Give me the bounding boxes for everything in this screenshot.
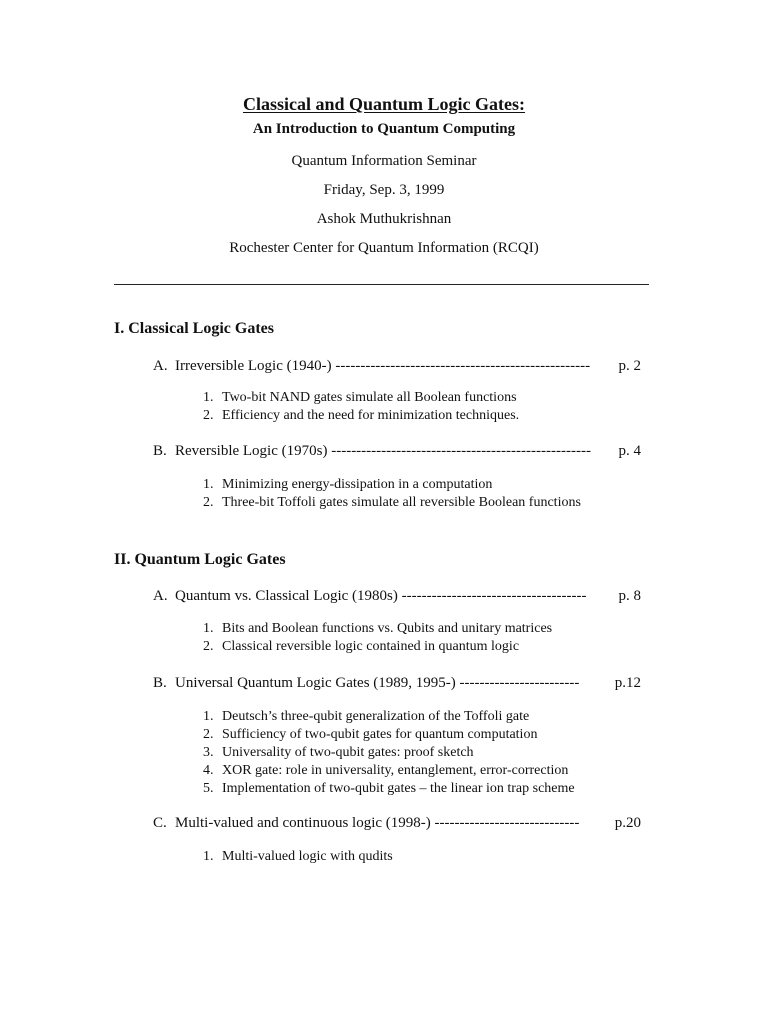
toc-entry-text: Irreversible Logic (1940-) --------------------------------------------------- bbox=[175, 358, 591, 374]
list-item-text: Sufficiency of two-qubit gates for quantum computation bbox=[222, 727, 538, 742]
section-heading-quantum: II. Quantum Logic Gates bbox=[114, 551, 286, 568]
list-item-text: Minimizing energy-dissipation in a computation bbox=[222, 477, 493, 492]
section-heading-classical: I. Classical Logic Gates bbox=[114, 320, 274, 337]
toc-entry-text: Reversible Logic (1970s) ---------------------------------------------------- bbox=[175, 443, 591, 459]
toc-entry-page: p.20 bbox=[614, 815, 641, 831]
list-item-text: Efficiency and the need for minimization techniques. bbox=[222, 408, 520, 423]
list-item-text: Implementation of two-qubit gates – the linear ion trap scheme bbox=[222, 781, 575, 796]
list-item-number: 2. bbox=[203, 727, 214, 742]
toc-entry-page: p. 2 bbox=[618, 358, 641, 374]
list-item-number: 4. bbox=[203, 763, 214, 778]
affiliation: Rochester Center for Quantum Information (RCQI) bbox=[229, 240, 539, 256]
toc-entry-text: Universal Quantum Logic Gates (1989, 1995-) ------------------------ bbox=[175, 675, 580, 691]
list-item-number: 1. bbox=[203, 621, 214, 636]
toc-entry-letter: C. bbox=[153, 815, 167, 831]
seminar-name: Quantum Information Seminar bbox=[291, 153, 477, 169]
toc-entry-page: p. 8 bbox=[618, 588, 641, 604]
list-item-number: 2. bbox=[203, 495, 214, 510]
toc-entry-page: p. 4 bbox=[618, 443, 641, 459]
list-item-number: 3. bbox=[203, 745, 214, 760]
list-item-number: 1. bbox=[203, 849, 214, 864]
document-title: Classical and Quantum Logic Gates: bbox=[242, 94, 526, 114]
list-item-text: Multi-valued logic with qudits bbox=[222, 849, 393, 864]
list-item-number: 1. bbox=[203, 477, 214, 492]
list-item-number: 1. bbox=[203, 709, 214, 724]
toc-entry-letter: A. bbox=[153, 588, 168, 604]
toc-entry-letter: A. bbox=[153, 358, 168, 374]
toc-entry-page: p.12 bbox=[614, 675, 641, 691]
list-item-number: 1. bbox=[203, 390, 214, 405]
toc-entry-text: Quantum vs. Classical Logic (1980s) ------------------------------------- bbox=[175, 588, 587, 604]
list-item-text: Bits and Boolean functions vs. Qubits and unitary matrices bbox=[222, 621, 553, 636]
list-item-text: Two-bit NAND gates simulate all Boolean functions bbox=[222, 390, 517, 405]
horizontal-divider bbox=[114, 284, 649, 285]
toc-entry-text: Multi-valued and continuous logic (1998-) ----------------------------- bbox=[175, 815, 580, 831]
list-item-number: 2. bbox=[203, 408, 214, 423]
toc-entry-letter: B. bbox=[153, 443, 167, 459]
list-item-text: Classical reversible logic contained in quantum logic bbox=[222, 639, 520, 654]
list-item-number: 5. bbox=[203, 781, 214, 796]
author-name: Ashok Muthukrishnan bbox=[316, 211, 452, 227]
list-item-number: 2. bbox=[203, 639, 214, 654]
list-item-text: Universality of two-qubit gates: proof sketch bbox=[222, 745, 474, 760]
list-item-text: XOR gate: role in universality, entanglement, error-correction bbox=[222, 763, 569, 778]
seminar-date: Friday, Sep. 3, 1999 bbox=[323, 182, 445, 198]
list-item-text: Three-bit Toffoli gates simulate all reversible Boolean functions bbox=[222, 495, 581, 510]
document-subtitle: An Introduction to Quantum Computing bbox=[252, 121, 516, 137]
toc-entry-letter: B. bbox=[153, 675, 167, 691]
list-item-text: Deutsch’s three-qubit generalization of the Toffoli gate bbox=[222, 709, 530, 724]
